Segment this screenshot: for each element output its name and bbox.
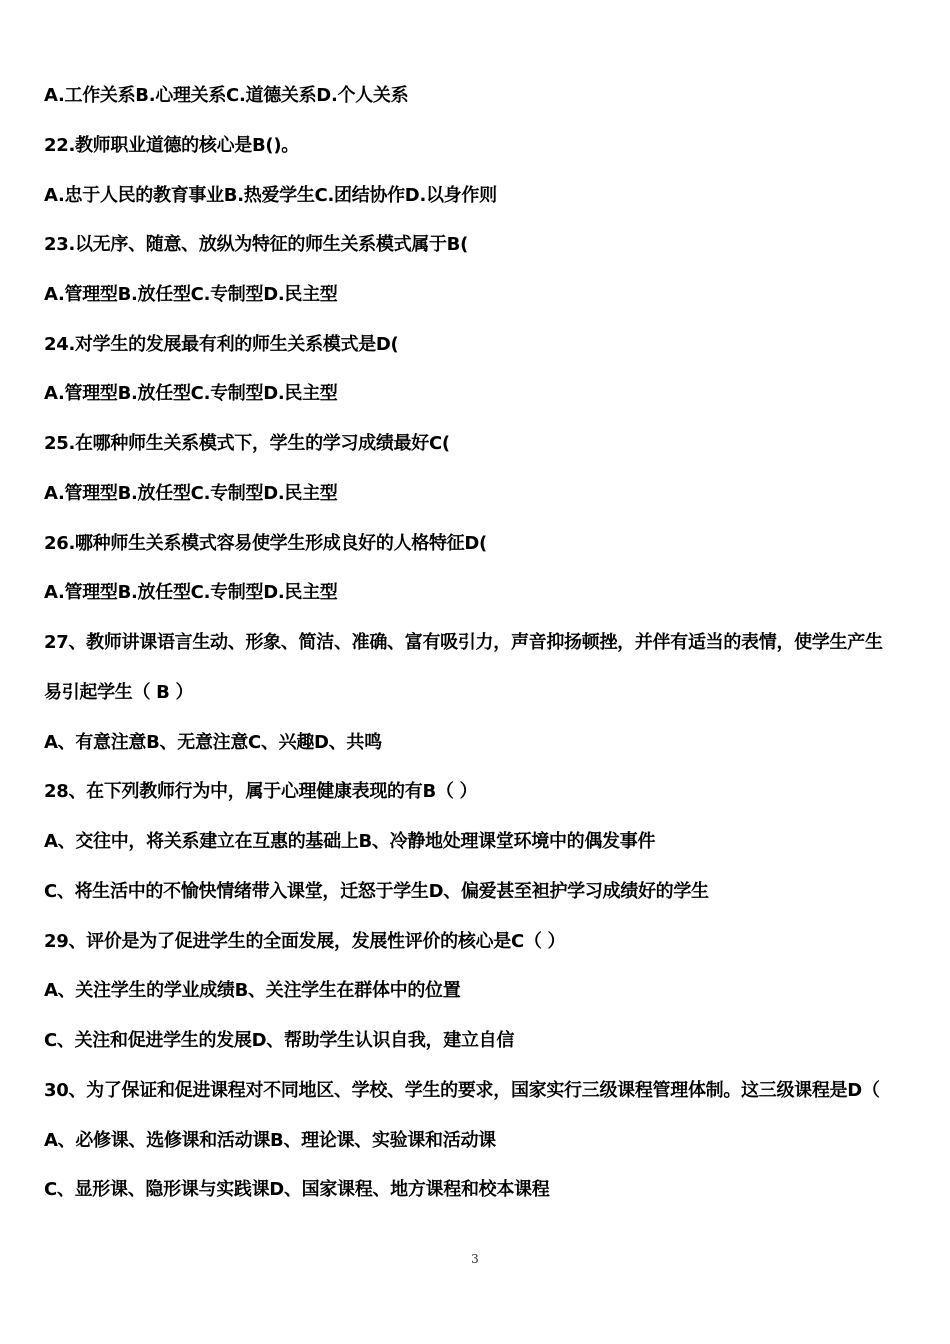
answer-options-27: A、有意注意B、无意注意C、兴趣D、共鸣 bbox=[44, 732, 382, 753]
question-25: 25.在哪种师生关系模式下，学生的学习成绩最好C( bbox=[44, 433, 450, 454]
page-number: 3 bbox=[471, 1252, 479, 1266]
answer-options-26: A.管理型B.放任型C.专制型D.民主型 bbox=[44, 582, 338, 603]
answer-options-30-ab: A、必修课、选修课和活动课B、理论课、实验课和活动课 bbox=[44, 1130, 496, 1151]
answer-options-29-ab: A、关注学生的学业成绩B、关注学生在群体中的位置 bbox=[44, 980, 461, 1001]
question-22: 22.教师职业道德的核心是B()。 bbox=[44, 135, 299, 156]
answer-options-28-cd: C、将生活中的不愉快情绪带入课堂，迁怒于学生D、偏爱甚至袒护学习成绩好的学生 bbox=[44, 881, 709, 902]
question-26: 26.哪种师生关系模式容易使学生形成良好的人格特征D( bbox=[44, 533, 487, 554]
answer-options-23: A.管理型B.放任型C.专制型D.民主型 bbox=[44, 284, 338, 305]
question-24: 24.对学生的发展最有利的师生关系模式是D( bbox=[44, 334, 399, 355]
question-29: 29、评价是为了促进学生的全面发展，发展性评价的核心是C（ ） bbox=[44, 931, 566, 952]
question-27-continued: 易引起学生（ B ） bbox=[44, 682, 194, 703]
question-27: 27、教师讲课语言生动、形象、简洁、准确、富有吸引力，声音抑扬顿挫，并伴有适当的表情，使学生产生 bbox=[44, 632, 883, 653]
question-28: 28、在下列教师行为中，属于心理健康表现的有B（ ） bbox=[44, 781, 478, 802]
question-23: 23.以无序、随意、放纵为特征的师生关系模式属于B( bbox=[44, 234, 469, 255]
answer-options-21: A.工作关系B.心理关系C.道德关系D.个人关系 bbox=[44, 85, 409, 106]
answer-options-29-cd: C、关注和促进学生的发展D、帮助学生认识自我，建立自信 bbox=[44, 1030, 515, 1051]
answer-options-24: A.管理型B.放任型C.专制型D.民主型 bbox=[44, 383, 338, 404]
question-30: 30、为了保证和促进课程对不同地区、学校、学生的要求，国家实行三级课程管理体制。这三级课程是D（ bbox=[44, 1080, 880, 1101]
answer-options-25: A.管理型B.放任型C.专制型D.民主型 bbox=[44, 483, 338, 504]
answer-options-22: A.忠于人民的教育事业B.热爱学生C.团结协作D.以身作则 bbox=[44, 185, 497, 206]
answer-options-28-ab: A、交往中，将关系建立在互惠的基础上B、冷静地处理课堂环境中的偶发事件 bbox=[44, 831, 656, 852]
answer-options-30-cd: C、显形课、隐形课与实践课D、国家课程、地方课程和校本课程 bbox=[44, 1179, 550, 1200]
